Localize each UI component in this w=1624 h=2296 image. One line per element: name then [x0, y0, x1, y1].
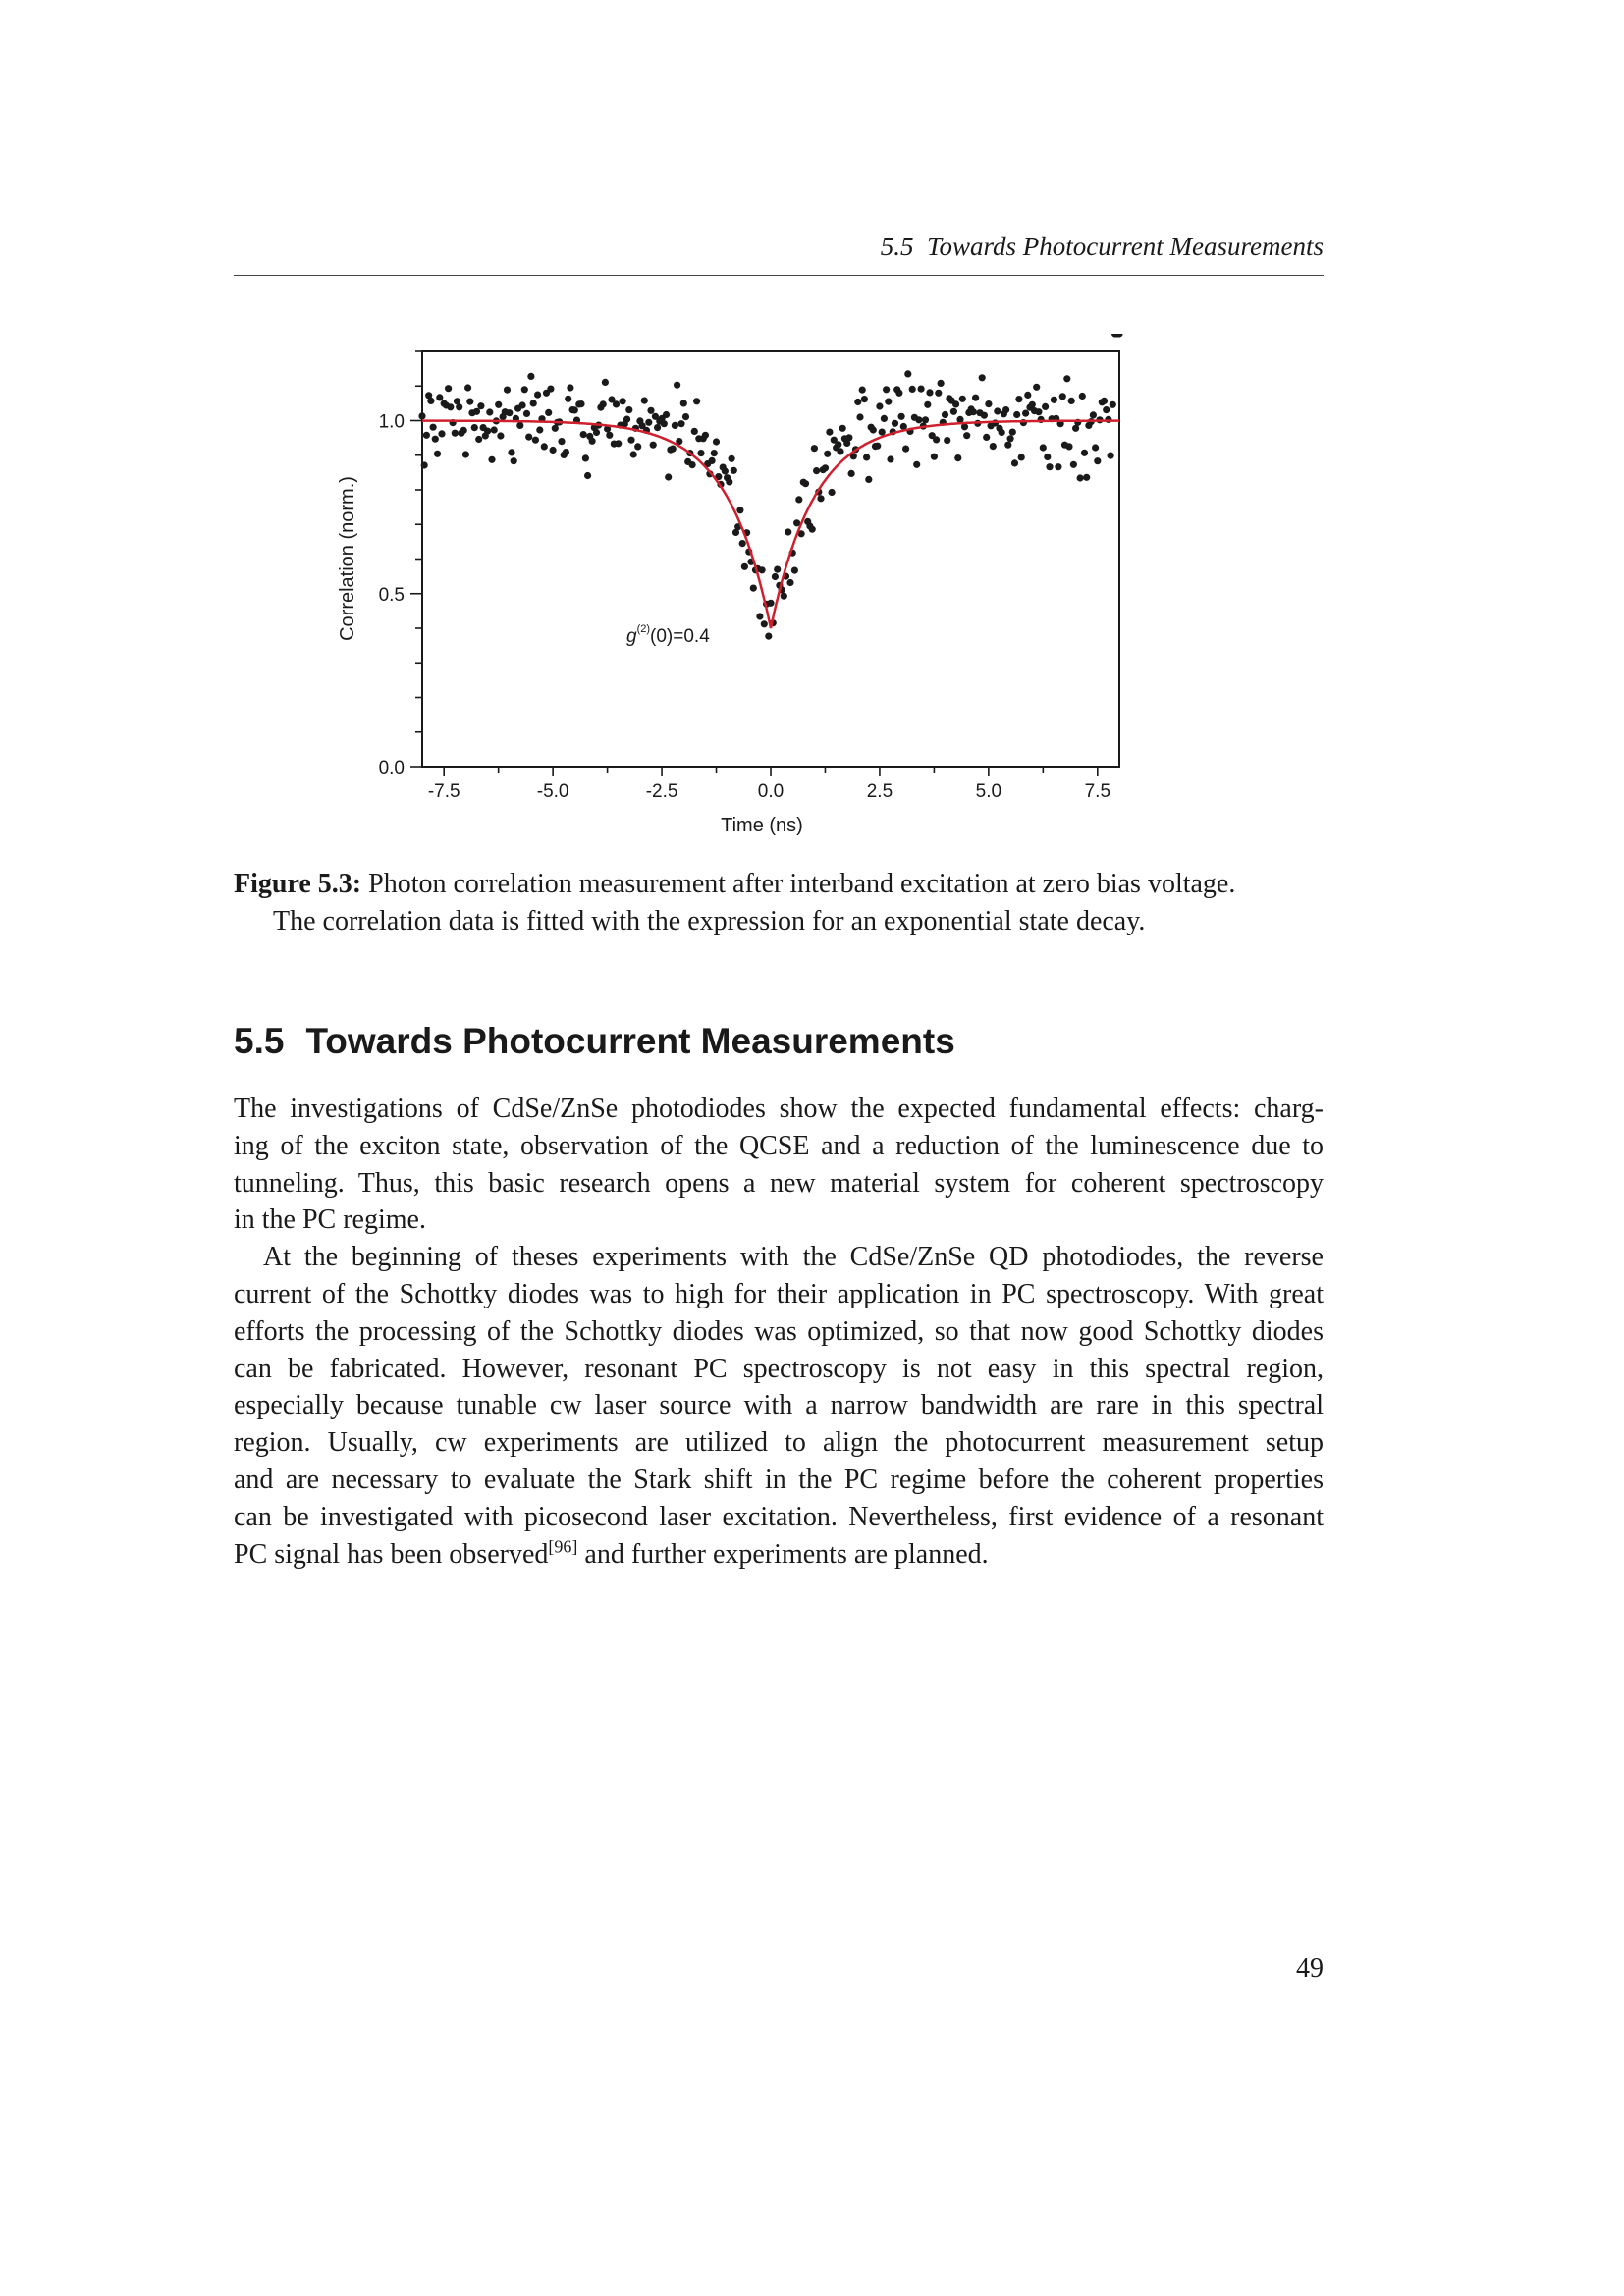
data-point [1029, 401, 1036, 408]
correlation-chart [324, 334, 1149, 854]
data-point [1013, 411, 1020, 418]
data-point [1110, 401, 1116, 408]
data-point [577, 400, 584, 407]
data-point [859, 387, 866, 394]
data-point [545, 409, 552, 416]
data-point [870, 426, 877, 433]
data-point [781, 593, 787, 600]
y-tick-label: 0.0 [378, 758, 405, 778]
data-point [731, 467, 737, 474]
data-point [627, 437, 634, 444]
data-point [926, 389, 933, 396]
data-point [1011, 459, 1018, 466]
paragraph-2-line: especially because tunable cw laser source with a narrow bandwidth are rare in this spectral [234, 1390, 1324, 1421]
data-point [613, 400, 620, 407]
x-tick-label: 7.5 [1084, 781, 1111, 802]
data-point [824, 451, 831, 457]
data-point [506, 409, 513, 416]
data-point [959, 396, 966, 402]
data-point [550, 447, 557, 454]
paragraph-2-line: can be investigated with picosecond laser excitation. Nevertheless, first evidence of a resonant [234, 1501, 1324, 1532]
x-tick-label: 0.0 [757, 781, 785, 802]
data-point [983, 434, 990, 441]
data-point [434, 451, 441, 457]
data-point [475, 436, 482, 443]
data-point [488, 456, 495, 463]
data-point [990, 443, 997, 450]
data-point [845, 434, 852, 441]
data-point [839, 425, 846, 432]
running-head-title: Towards Photocurrent Measurements [927, 232, 1324, 261]
data-point [1059, 393, 1066, 400]
data-point [918, 386, 925, 393]
paragraph-2-line: and are necessary to evaluate the Stark shift in the PC regime before the coherent properties [234, 1464, 1324, 1495]
data-point [674, 382, 680, 389]
caption-text-2: The correlation data is fitted with the expression for an exponential state decay. [273, 906, 1146, 936]
x-tick-label: 5.0 [975, 781, 1002, 802]
data-point [625, 406, 632, 413]
data-point [1018, 454, 1025, 460]
y-tick-label: 1.0 [378, 411, 405, 433]
data-point [1007, 435, 1014, 442]
paragraph-2-last-line [234, 1536, 1324, 1574]
data-point [898, 413, 905, 420]
data-point [835, 441, 841, 448]
data-point [697, 450, 704, 456]
last-line-text: PC signal has been observed [234, 1538, 549, 1570]
data-point [786, 579, 793, 586]
figure-caption [234, 866, 1324, 940]
data-point [1068, 398, 1075, 404]
data-point [741, 563, 748, 570]
data-point [647, 407, 654, 414]
paragraph-2-line: At the beginning of theses experiments with the CdSe/ZnSe QD photodiodes, the reverse [263, 1242, 1324, 1273]
data-point [772, 573, 779, 580]
data-point [1065, 443, 1072, 450]
data-point [963, 432, 970, 439]
data-point [1070, 461, 1077, 468]
data-point [1024, 392, 1031, 399]
data-point [811, 445, 818, 452]
data-point [1046, 463, 1053, 470]
data-point [1055, 463, 1061, 470]
g2-value: (0)=0.4 [650, 626, 710, 647]
data-point [623, 416, 630, 423]
data-point [641, 398, 648, 404]
paragraph-1-line: tunneling. Thus, this basic research opens a new material system for coherent spectroscopy [234, 1167, 1324, 1199]
data-point [726, 478, 732, 485]
data-point [466, 399, 473, 405]
paragraph-2-line: region. Usually, cw experiments are utilized to align the photocurrent measurement setup [234, 1427, 1324, 1459]
figure-5-3 [324, 334, 1149, 854]
section-number: 5.5 [234, 1021, 285, 1061]
data-point [1022, 410, 1029, 417]
data-point [1033, 384, 1040, 391]
data-point [525, 434, 532, 441]
data-point [521, 386, 528, 393]
data-point [885, 399, 892, 405]
data-point [527, 373, 534, 380]
data-point [1015, 396, 1022, 402]
body-text [234, 1091, 1324, 1573]
data-point [713, 438, 720, 445]
data-point [1002, 406, 1009, 413]
data-point [915, 416, 922, 423]
data-point [589, 438, 596, 445]
y-axis [379, 351, 422, 778]
data-point [756, 613, 763, 619]
data-point [709, 457, 716, 464]
data-point [999, 429, 1005, 436]
data-point [680, 400, 687, 406]
x-tick-label: -7.5 [427, 781, 460, 802]
data-point [445, 385, 452, 392]
data-point [484, 428, 491, 435]
x-tick-label: -5.0 [536, 781, 569, 802]
data-point [837, 448, 843, 454]
data-point [795, 496, 802, 503]
data-point [693, 398, 700, 404]
data-point [582, 454, 589, 461]
data-point [661, 420, 668, 427]
citation-96[interactable]: [96] [548, 1536, 578, 1557]
data-point [785, 528, 791, 535]
data-point [729, 455, 735, 462]
data-point [1083, 474, 1090, 481]
data-point [665, 473, 672, 480]
paragraph-1-line: The investigations of CdSe/ZnSe photodiodes show the expected fundamental effects: charg- [234, 1094, 1324, 1124]
last-line-tail: and further experiments are planned. [577, 1538, 989, 1570]
data-point [1094, 457, 1101, 464]
data-point [630, 451, 637, 457]
data-point [486, 408, 493, 415]
data-point [677, 420, 684, 427]
data-points [418, 334, 1122, 640]
caption-label: Figure 5.3: [234, 869, 362, 899]
data-point [874, 443, 881, 450]
data-point [600, 400, 607, 407]
data-point [813, 467, 820, 474]
data-point [887, 455, 893, 462]
data-point [536, 426, 543, 433]
running-head [234, 232, 1324, 262]
data-point [558, 438, 565, 445]
data-point [765, 633, 772, 640]
data-point [750, 585, 757, 592]
data-point [759, 566, 766, 573]
data-point [670, 446, 677, 453]
data-point [970, 408, 977, 415]
data-point [1079, 393, 1086, 400]
data-point [954, 454, 961, 461]
y-axis-label: Correlation (norm.) [337, 476, 358, 641]
data-point [979, 374, 986, 381]
data-point [497, 432, 504, 439]
data-point [672, 422, 678, 429]
data-point [438, 430, 445, 437]
data-point [423, 432, 430, 439]
data-point [848, 470, 855, 477]
data-point [711, 450, 718, 456]
data-point [584, 472, 591, 479]
data-point [565, 396, 571, 402]
data-point [944, 437, 950, 444]
data-point [427, 398, 434, 404]
data-point [861, 396, 868, 402]
data-point [436, 394, 443, 400]
data-point [791, 567, 798, 574]
data-point [477, 402, 484, 409]
data-point [615, 440, 622, 447]
data-point [1063, 375, 1070, 382]
data-point [924, 401, 931, 408]
data-point [593, 429, 600, 436]
data-point [876, 402, 883, 409]
data-point [563, 449, 569, 455]
data-point [950, 408, 957, 415]
data-point [879, 429, 886, 436]
data-point [682, 413, 689, 420]
header-rule [234, 275, 1324, 276]
data-point [942, 411, 948, 418]
data-point [902, 446, 909, 453]
data-point [702, 432, 709, 439]
data-point [452, 430, 459, 437]
data-point [739, 540, 746, 547]
data-point [645, 419, 652, 426]
data-point [541, 443, 548, 450]
data-point [462, 451, 469, 457]
data-point [863, 454, 870, 460]
caption-text-1: Photon correlation measurement after interband excitation at zero bias voltage. [368, 869, 1236, 899]
data-point [1009, 429, 1016, 436]
data-point [1077, 474, 1084, 481]
data-point [972, 395, 979, 401]
data-point [938, 380, 945, 387]
data-point [620, 398, 626, 404]
data-point [909, 386, 916, 393]
data-point [952, 400, 959, 407]
data-point [447, 403, 454, 410]
data-point [981, 412, 988, 419]
data-point [985, 400, 992, 407]
section-heading [234, 1021, 1324, 1062]
data-point [761, 620, 768, 627]
data-point [421, 461, 428, 468]
data-point [1040, 444, 1047, 451]
data-point [634, 443, 641, 450]
fit-curve [422, 421, 1119, 628]
data-point [904, 370, 911, 377]
data-point [508, 449, 514, 455]
data-point [817, 495, 824, 502]
data-point [822, 464, 829, 471]
g2-annotation [626, 623, 710, 647]
data-point [931, 454, 938, 460]
data-point [689, 461, 696, 468]
data-point [530, 400, 537, 406]
data-point [547, 386, 554, 393]
data-point [473, 408, 480, 415]
data-point [1004, 442, 1011, 449]
section-title: Towards Photocurrent Measurements [305, 1021, 955, 1061]
data-point [892, 420, 898, 427]
data-point [491, 426, 498, 433]
data-point [567, 384, 573, 391]
data-point [663, 411, 670, 418]
data-point [856, 413, 863, 420]
y-tick-label: 0.5 [378, 584, 405, 606]
data-point [516, 422, 523, 429]
data-point [602, 379, 609, 386]
paragraph-2-line: can be fabricated. However, resonant PC spectroscopy is not easy in this spectral region, [234, 1353, 1324, 1384]
data-point [534, 392, 541, 399]
data-point [913, 461, 920, 468]
data-point [1042, 403, 1049, 410]
data-point [1090, 411, 1097, 418]
data-point [1092, 444, 1099, 451]
data-point [922, 416, 929, 423]
data-point [464, 384, 471, 391]
data-point [1101, 398, 1108, 404]
paragraph-2-line: current of the Schottky diodes was to high for their application in PC spectroscopy. With great [234, 1278, 1324, 1309]
data-point [606, 432, 613, 439]
data-point [460, 427, 467, 434]
data-point [895, 390, 902, 397]
data-point [1108, 453, 1114, 459]
data-point [881, 415, 888, 422]
data-point [809, 526, 816, 533]
data-point [456, 403, 462, 410]
data-point [774, 566, 781, 573]
x-axis [428, 767, 1110, 802]
g2-symbol: g [626, 626, 637, 647]
caption-line-1 [234, 866, 1324, 903]
data-point [511, 457, 517, 464]
data-point [1035, 408, 1042, 415]
data-point [580, 431, 587, 438]
paragraph-2-line: efforts the processing of the Schottky diodes was optimized, so that now good Schottky diodes [234, 1315, 1324, 1347]
data-point [532, 437, 539, 444]
data-point [736, 507, 743, 513]
g2-superscript: (2) [636, 623, 651, 635]
data-point [1051, 397, 1057, 403]
data-point [883, 386, 890, 393]
data-point [1103, 406, 1110, 413]
data-point [654, 424, 661, 431]
paragraph-1-line: in the PC regime. [234, 1204, 426, 1236]
data-point [495, 401, 502, 408]
data-point [519, 401, 526, 408]
paragraph-1-line: ing of the exciton state, observation of the QCSE and a reduction of the luminescence due to [234, 1130, 1324, 1161]
running-head-number: 5.5 [880, 232, 914, 261]
data-point [935, 390, 942, 397]
data-point [650, 442, 657, 449]
data-point [504, 387, 511, 394]
data-point [691, 428, 698, 435]
data-point [865, 476, 872, 483]
data-point [523, 410, 530, 417]
data-point [767, 600, 774, 607]
x-tick-label: 2.5 [866, 781, 893, 802]
data-point [571, 406, 578, 413]
data-point [826, 429, 833, 436]
data-point [854, 399, 861, 405]
page-number: 49 [1296, 1953, 1324, 1984]
data-point [933, 436, 940, 443]
x-tick-label: -2.5 [645, 781, 678, 802]
x-axis-label: Time (ns) [721, 815, 803, 836]
data-point [471, 424, 478, 431]
data-point [994, 407, 1001, 414]
data-point [722, 467, 729, 474]
data-point [802, 480, 809, 487]
data-point [1081, 450, 1088, 456]
data-point [1044, 454, 1051, 460]
data-point [418, 412, 425, 419]
data-point [432, 436, 439, 443]
data-point [829, 489, 836, 496]
data-point [430, 424, 437, 431]
